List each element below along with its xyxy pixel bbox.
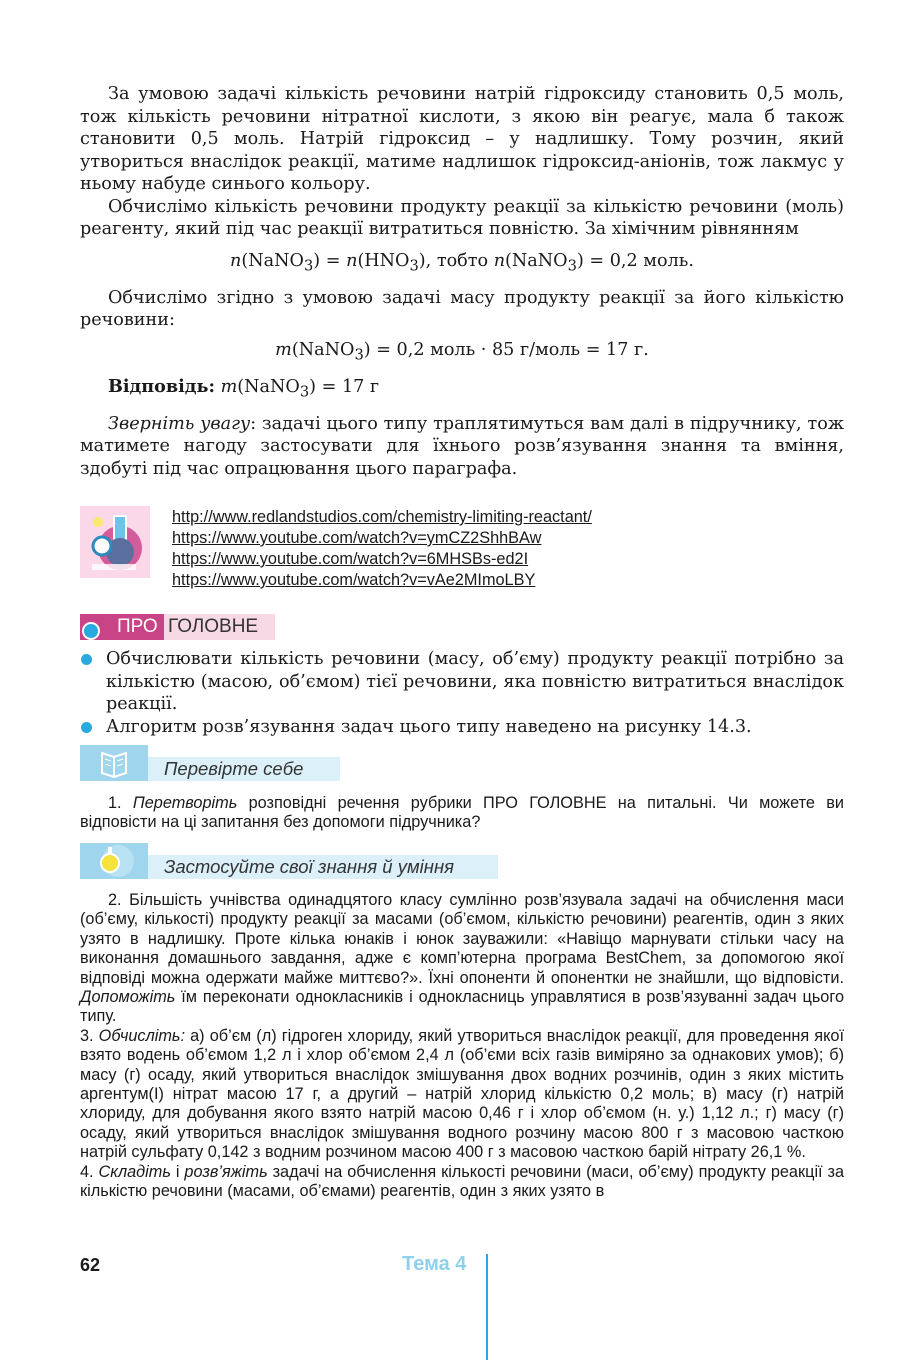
- note-label: Зверніть увагу: [108, 413, 251, 434]
- answer-line: Відповідь: m(NaNO$_3$) = 17 г: [108, 375, 380, 401]
- check-yourself-tasks: [80, 794, 844, 833]
- book-icon: [80, 745, 148, 781]
- equation-2: m(NaNO$_3$) = 0,2 моль · 85 г/моль = 17 г.: [275, 339, 649, 364]
- lab-flask-icon: [80, 506, 150, 578]
- answer-label: Відповідь:: [108, 375, 215, 397]
- page-number: 62: [80, 1255, 101, 1275]
- apply-tasks: [80, 891, 844, 1202]
- link-youtube-1[interactable]: https://www.youtube.com/watch?v=ymCZ2ShhBAw: [172, 529, 542, 547]
- link-youtube-2[interactable]: https://www.youtube.com/watch?v=6MHSBs-ed2I: [172, 550, 529, 568]
- equation-1: n(NaNO$_3$) = $n(HNO_3)$, тобто n(NaNO$_3$) = 0,2 моль.: [230, 250, 694, 275]
- paragraph-1: За умовою задачі кількість речовини натрій гідроксиду становить 0,5 моль, тож кількість речовини нітратної кислоти, з якою він реагує, мала б також становити 0,5 моль. Натрій гідроксид – у надлишку. Тому розчин, який утвориться внаслідок реакції, матиме надлишок гідроксид-аніонів, тож лакмус у ньому набуде синього кольору.: [80, 84, 844, 194]
- task-3: 3. Обчисліть: а) об’єм (л) гідроген хлориду, який утвориться внаслідок реакції, для проведення якої взято водень об’ємом 1,2 л і хлор об’ємом 2,4 л (об’єми всіх газів виміряно за однакових умов); б) масу (г) осаду, який утвориться внаслідок змішування двох водних розчинів, один з яких містить аргентум(I) нітрат масою 17 г, а другий – натрій хлорид кількістю 0,2 моль; в) масу (г) натрій хлориду, для добування якого взято натрій масою 0,46 г і хлор об’ємом (н. у.) 1,12 л.; г) масу (г) осаду, який утвориться внаслідок змішування водного розчину масою 800 г з масовою часткою натрій сульфату 0,142 з водним розчином масою 400 г з масовою часткою барій нітрату 26,1 %.: [80, 1026, 844, 1162]
- apply-knowledge-title: Застосуйте свої знання й уміння: [164, 856, 455, 877]
- pro-golovne-header: [80, 614, 275, 640]
- link-redlandstudios[interactable]: http://www.redlandstudios.com/chemistry-limiting-reactant/: [172, 508, 592, 526]
- topic-label: Тема 4: [402, 1253, 467, 1275]
- paragraph-3: Обчислімо згідно з умовою задачі масу продукту реакції за його кількістю речовини:: [80, 287, 844, 331]
- task-2: 2. Більшість учнівства одинадцятого класу сумлінно розв’язувала задачі на обчислення маси (об’єму, кількості) продукту реакції за масами (об’ємом, кількістю речовини) реагентів, один з яких узято в надлишку. Проте кілька юнаків і юнок зауважили: «Навіщо марнувати стільки часу на виконання домашнього завдання, адже є комп’ютерна програма BestChem, за допомогою якої відповіді можна одержати майже миттєво?». Їхні опоненти й опонентки не знайшли, що відповісти. Допоможіть їм переконати однокласників і однокласниць управлятися в розв’язуванні задач цього типу.: [80, 891, 844, 1026]
- golovne-label: ГОЛОВНЕ: [168, 616, 259, 637]
- paragraph-2: Обчислімо кількість речовини продукту реакції за кількістю речовини (моль) реагенту, який під час реакції витратиться повністю. За хімічним рівнянням: [80, 196, 844, 239]
- note-paragraph: Зверніть увагу: задачі цього типу траплятимуться вам далі в підручнику, тож матимете нагоду застосувати для їхнього розв’язування знання та вміння, здобуті під час опрацювання цього параграфа.: [80, 413, 845, 479]
- footer-divider: [486, 1254, 488, 1360]
- lightbulb-icon: [80, 843, 148, 879]
- bullet-dot-icon: [81, 722, 92, 733]
- bullet-dot-icon: [82, 622, 100, 640]
- summary-bullet: Обчислювати кількість речовини (масу, об’єму) продукту реакції потрібно за кількістю (масою, об’ємом) тієї речовини, яка повністю витратиться внаслідок реакції.: [80, 648, 844, 716]
- resource-links: [172, 507, 592, 591]
- pro-label: ПРО: [117, 616, 158, 637]
- bullet-dot-icon: [81, 654, 92, 665]
- check-yourself-title: Перевірте себе: [164, 758, 304, 779]
- task-1: 1. Перетворіть розповідні речення рубрики ПРО ГОЛОВНЕ на питальні. Чи можете ви відповісти на ці запитання без допомоги підручника?: [80, 794, 844, 832]
- summary-bullets: [80, 648, 844, 738]
- link-youtube-3[interactable]: https://www.youtube.com/watch?v=vAe2MImoLBY: [172, 571, 536, 589]
- main-text: [80, 83, 844, 480]
- summary-bullet: Алгоритм розв’язування задач цього типу наведено на рисунку 14.3.: [80, 716, 844, 739]
- task-4: 4. Складіть і розв’яжіть задачі на обчислення кількості речовини (маси, об’єму) продукту реакції за кількістю речовини (масами, об’ємами) реагентів, один з яких узято в: [80, 1162, 845, 1201]
